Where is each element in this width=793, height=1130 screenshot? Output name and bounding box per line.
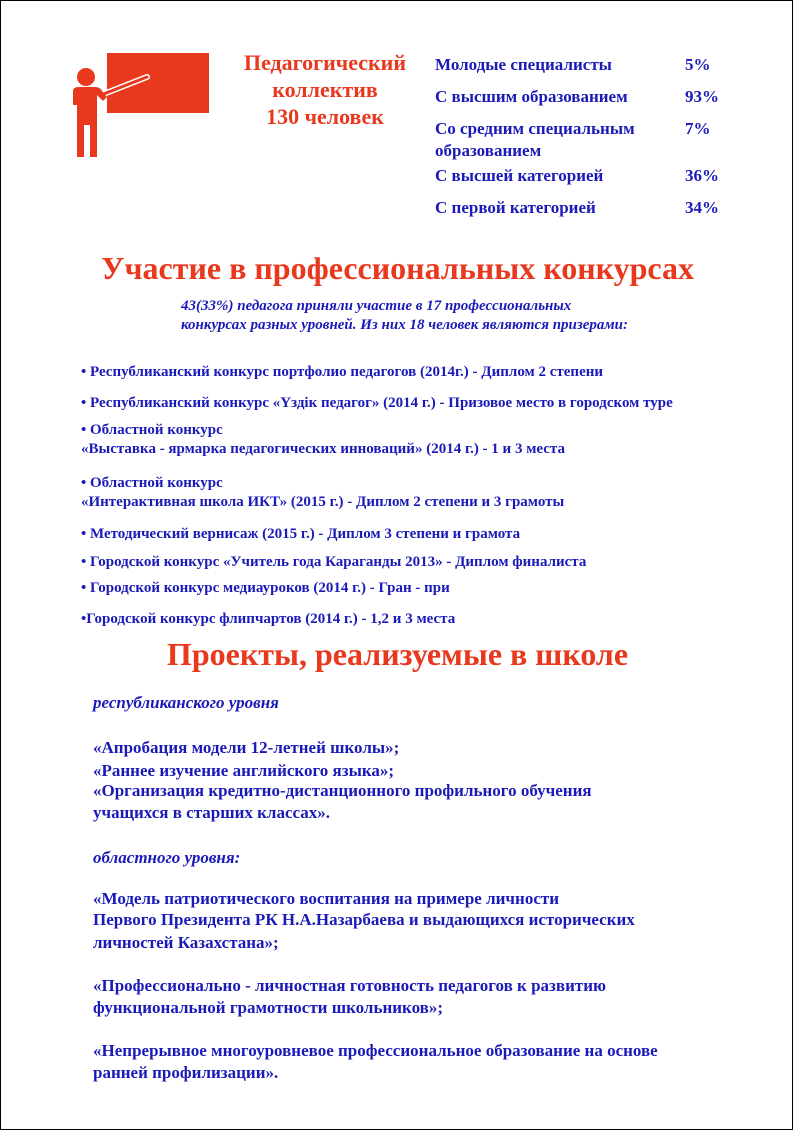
- stat-label-highest-cat: С высшей категорией: [435, 166, 604, 185]
- project-item: личностей Казахстана»;: [93, 933, 279, 952]
- stat-label-higher-edu: С высшим образованием: [435, 87, 628, 106]
- project-item: «Профессионально - личностная готовность педагогов к развитию: [93, 976, 607, 995]
- project-item: Первого Президента РК Н.А.Назарбаева и выдающихся исторических: [93, 910, 635, 929]
- project-item: «Раннее изучение английского языка»;: [93, 761, 395, 780]
- project-item: ранней профилизации».: [93, 1063, 279, 1082]
- contest-item: • Городской конкурс «Учитель года Караганды 2013» - Диплом финалиста: [81, 554, 587, 570]
- stat-label-secondary-edu: Со средним специальным: [435, 119, 635, 138]
- stat-value-secondary-edu: 7%: [685, 119, 711, 138]
- project-item: учащихся в старших классах».: [93, 803, 331, 822]
- stat-label-young: Молодые специалисты: [435, 55, 612, 74]
- stat-value-young: 5%: [685, 55, 711, 74]
- staff-heading-line-2: коллектив: [272, 77, 378, 102]
- project-item: «Апробация модели 12-летней школы»;: [93, 738, 400, 757]
- stat-value-highest-cat: 36%: [685, 166, 719, 185]
- stat-label-secondary-edu-2: образованием: [435, 141, 542, 160]
- contest-item: •Городской конкурс флипчартов (2014 г.) - 1,2 и 3 места: [81, 611, 456, 627]
- contests-intro-line-2: конкурсах разных уровней. Из них 18 человек являются призерами:: [181, 317, 629, 333]
- staff-count-heading: [223, 49, 427, 130]
- contest-item: • Республиканский конкурс «Үздік педагог» (2014 г.) - Призовое место в городском туре: [81, 395, 673, 411]
- contest-item: • Областной конкурс: [81, 422, 223, 438]
- stat-value-higher-edu: 93%: [685, 87, 719, 106]
- regional-level-label: областного уровня:: [93, 848, 241, 867]
- republic-level-label: республиканского уровня: [93, 693, 279, 712]
- project-item: «Модель патриотического воспитания на примере личности: [93, 889, 560, 908]
- contest-item: • Городской конкурс медиауроков (2014 г.) - Гран - при: [81, 580, 450, 596]
- contest-item: • Республиканский конкурс портфолио педагогов (2014г.) - Диплом 2 степени: [81, 364, 604, 380]
- contest-item: • Областной конкурс: [81, 475, 223, 491]
- stat-value-first-cat: 34%: [685, 198, 719, 217]
- staff-heading-line-3: 130 человек: [266, 104, 384, 129]
- staff-heading-line-1: Педагогический: [243, 50, 407, 75]
- stat-label-first-cat: С первой категорией: [435, 198, 596, 217]
- project-item: «Непрерывное многоуровневое профессиональное образование на основе: [93, 1041, 658, 1060]
- projects-heading: Проекты, реализуемые в школе: [166, 636, 629, 672]
- contests-heading: Участие в профессиональных конкурсах: [100, 250, 695, 286]
- contest-item: • Методический вернисаж (2015 г.) - Диплом 3 степени и грамота: [81, 526, 521, 542]
- project-item: «Организация кредитно-дистанционного профильного обучения: [93, 781, 592, 800]
- contest-item: «Выставка - ярмарка педагогических инноваций» (2014 г.) - 1 и 3 места: [81, 441, 565, 457]
- contests-intro-line-1: 43(33%) педагога приняли участие в 17 профессиональных: [181, 298, 572, 314]
- contest-item: «Интерактивная школа ИКТ» (2015 г.) - Диплом 2 степени и 3 грамоты: [81, 494, 565, 510]
- teacher-at-board-icon: [67, 53, 209, 157]
- project-item: функциональной грамотности школьников»;: [93, 998, 444, 1017]
